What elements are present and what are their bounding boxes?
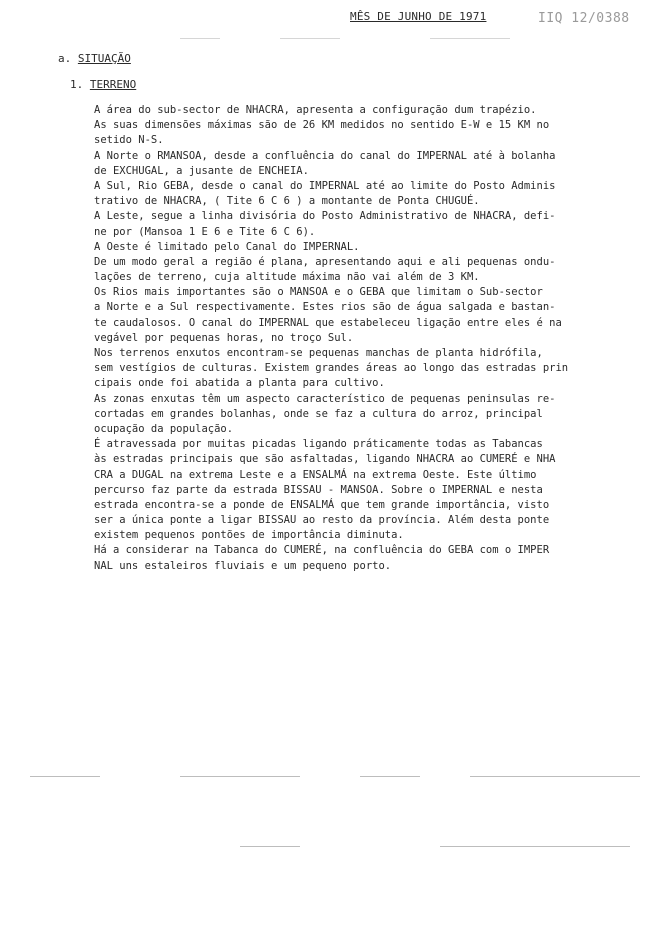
document-body <box>94 103 634 574</box>
text-line: te caudalosos. O canal do IMPERNAL que estabeleceu ligação entre eles é na <box>94 316 562 329</box>
text-line: às estradas principais que são asfaltadas, ligando NHACRA ao CUMERÉ e NHA <box>94 453 556 466</box>
document-date-header: MÊS DE JUNHO DE 1971 <box>350 10 487 23</box>
section-title: SITUAÇÃO <box>77 52 131 65</box>
text-line: Os Rios mais importantes são o MANSOA e o GEBA que limitam o Sub-sector <box>94 286 543 299</box>
text-line: CRA a DUGAL na extrema Leste e a ENSALMÁ na extrema Oeste. Este último <box>94 468 537 481</box>
text-line: De um modo geral a região é plana, apresentando aqui e ali pequenas ondu- <box>94 255 556 268</box>
text-line: ocupação da população. <box>94 422 234 435</box>
text-line: setido N-S. <box>94 134 164 147</box>
text-line: A Oeste é limitado pelo Canal do IMPERNAL. <box>94 240 360 253</box>
scan-artifact-line <box>180 38 220 39</box>
archive-stamp: IIQ 12/0388 <box>538 11 630 26</box>
subsection-heading <box>70 78 136 91</box>
text-line: A Norte o RMANSOA, desde a confluência do canal do IMPERNAL até à bolanha <box>94 149 556 162</box>
text-line: lações de terreno, cuja altitude máxima não vai além de 3 KM. <box>94 271 480 284</box>
text-line: A Sul, Rio GEBA, desde o canal do IMPERNAL até ao limite do Posto Adminis <box>94 179 556 192</box>
scan-artifact-line <box>440 846 630 847</box>
scan-artifact-line <box>180 776 300 777</box>
text-line: percurso faz parte da estrada BISSAU - MANSOA. Sobre o IMPERNAL e nesta <box>94 483 543 496</box>
text-line: sem vestígios de culturas. Existem grandes áreas ao longo das estradas prin <box>94 362 569 375</box>
text-line: As suas dimensões máximas são de 26 KM medidos no sentido E-W e 15 KM no <box>94 119 550 132</box>
text-line: trativo de NHACRA, ( Tite 6 C 6 ) a montante de Ponta CHUGUÉ. <box>94 195 480 208</box>
text-line: A Leste, segue a linha divisória do Posto Administrativo de NHACRA, defi- <box>94 210 556 223</box>
text-line: As zonas enxutas têm um aspecto característico de pequenas peninsulas re- <box>94 392 556 405</box>
scan-artifact-line <box>430 38 510 39</box>
scan-artifact-line <box>30 776 100 777</box>
text-line: Há a considerar na Tabanca do CUMERÉ, na confluência do GEBA com o IMPER <box>94 544 550 557</box>
text-line: cipais onde foi abatida a planta para cultivo. <box>94 377 385 390</box>
text-line: Nos terrenos enxutos encontram-se pequenas manchas de planta hidrófila, <box>94 347 543 359</box>
text-line: estrada encontra-se a ponde de ENSALMÁ que tem grande importância, visto <box>94 498 550 511</box>
section-heading <box>58 52 131 65</box>
section-letter: a. <box>58 52 72 65</box>
scan-artifact-line <box>360 776 420 777</box>
text-line: de EXCHUGAL, a jusante de ENCHEIA. <box>94 164 309 177</box>
text-line: NAL uns estaleiros fluviais e um pequeno porto. <box>94 559 392 572</box>
text-line: cortadas em grandes bolanhas, onde se faz a cultura do arroz, principal <box>94 407 543 420</box>
text-line: A área do sub-sector de NHACRA, apresenta a configuração dum trapézio. <box>94 104 537 116</box>
subsection-number: 1. <box>70 78 84 91</box>
subsection-title: TERRENO <box>89 78 137 91</box>
text-line: a Norte e a Sul respectivamente. Estes rios são de água salgada e bastan- <box>94 301 556 314</box>
text-line: existem pequenos pontões de importância diminuta. <box>94 529 404 542</box>
text-line: ne por (Mansoa 1 E 6 e Tite 6 C 6). <box>94 225 316 238</box>
scan-artifact-line <box>280 38 340 39</box>
scan-artifact-line <box>470 776 640 777</box>
scan-artifact-line <box>240 846 300 847</box>
text-line: vegável por pequenas horas, no troço Sul. <box>94 331 354 344</box>
text-line: ser a única ponte a ligar BISSAU ao resto da província. Além desta ponte <box>94 514 550 527</box>
text-line: É atravessada por muitas picadas ligando práticamente todas as Tabancas <box>94 438 543 451</box>
